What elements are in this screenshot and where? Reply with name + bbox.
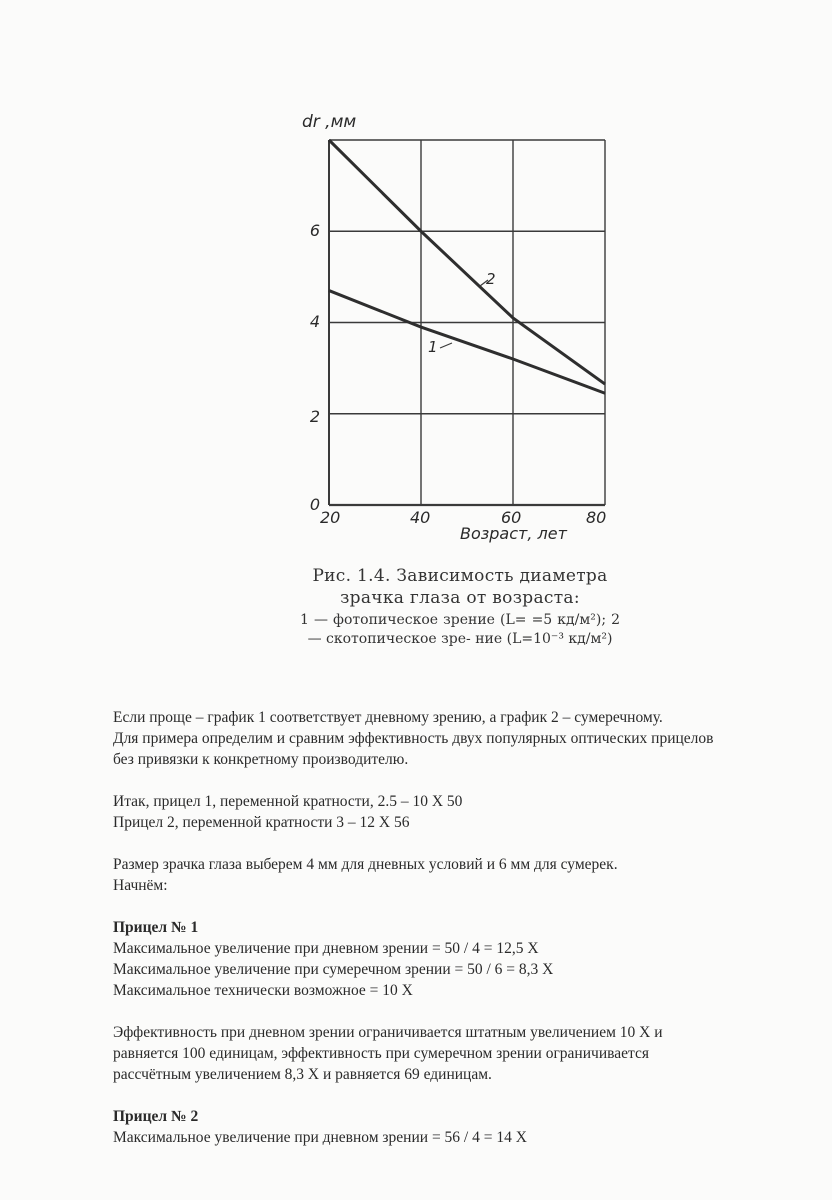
x-tick-80: 80 bbox=[586, 508, 607, 527]
paragraph-line: без привязки к конкретному производителю. bbox=[113, 751, 409, 768]
paragraph-line: Размер зрачка глаза выберем 4 мм для дневных условий и 6 мм для сумерек. bbox=[113, 856, 618, 873]
section-heading-scope-2: Прицел № 2 bbox=[113, 1108, 199, 1125]
y-tick-4: 4 bbox=[309, 312, 320, 331]
curve-1-label: 1 bbox=[428, 338, 438, 356]
paragraph-line: Прицел 2, переменной кратности 3 – 12 X 56 bbox=[113, 814, 410, 831]
paragraph-line: рассчётным увеличением 8,3 X и равняется 69 единицам. bbox=[113, 1066, 492, 1083]
caption-title-line-2: зрачка глаза от возраста: bbox=[340, 588, 580, 608]
x-axis-label: Возраст, лет bbox=[460, 524, 567, 543]
y-tick-2: 2 bbox=[309, 407, 320, 426]
paragraph-line: Эффективность при дневном зрении ограничивается штатным увеличением 10 X и bbox=[113, 1024, 663, 1041]
paragraph-line: Начнём: bbox=[113, 877, 168, 894]
paragraph-line: равняется 100 единицам, эффективность при сумеречном зрении ограничивается bbox=[113, 1045, 649, 1062]
paragraph-line: Если проще – график 1 соответствует дневному зрению, а график 2 – сумеречному. bbox=[113, 709, 663, 726]
x-tick-20: 20 bbox=[320, 508, 341, 527]
series-1-line bbox=[329, 291, 605, 394]
pupil-diameter-chart bbox=[280, 100, 640, 560]
x-tick-40: 40 bbox=[410, 508, 431, 527]
paragraph-line: Максимальное технически возможное = 10 X bbox=[113, 982, 413, 999]
curve-2-label: 2 bbox=[486, 270, 496, 288]
y-tick-0: 0 bbox=[309, 495, 320, 514]
caption-legend: 1 — фотопическое зрение (L= =5 кд/м²); 2 — скотопическое зре- ние (L=10⁻³ кд/м²) bbox=[300, 612, 620, 647]
series-2-line bbox=[329, 140, 605, 384]
figure-caption bbox=[290, 565, 630, 649]
paragraph-line: Максимальное увеличение при дневном зрении = 50 / 4 = 12,5 X bbox=[113, 940, 539, 957]
y-axis-label: dr ,мм bbox=[302, 112, 357, 132]
section-heading-scope-1: Прицел № 1 bbox=[113, 919, 199, 936]
article-body bbox=[113, 707, 793, 1148]
y-tick-6: 6 bbox=[309, 221, 320, 240]
paragraph-line: Максимальное увеличение при дневном зрении = 56 / 4 = 14 X bbox=[113, 1129, 527, 1146]
x-tick-60: 60 bbox=[501, 508, 522, 527]
chart-plot-area bbox=[280, 100, 640, 560]
paragraph-line: Максимальное увеличение при сумеречном зрении = 50 / 6 = 8,3 X bbox=[113, 961, 554, 978]
caption-title-line-1: Рис. 1.4. Зависимость диаметра bbox=[312, 566, 608, 586]
paragraph-line: Итак, прицел 1, переменной кратности, 2.5 – 10 X 50 bbox=[113, 793, 463, 810]
paragraph-line: Для примера определим и сравним эффективность двух популярных оптических прицелов bbox=[113, 730, 714, 747]
